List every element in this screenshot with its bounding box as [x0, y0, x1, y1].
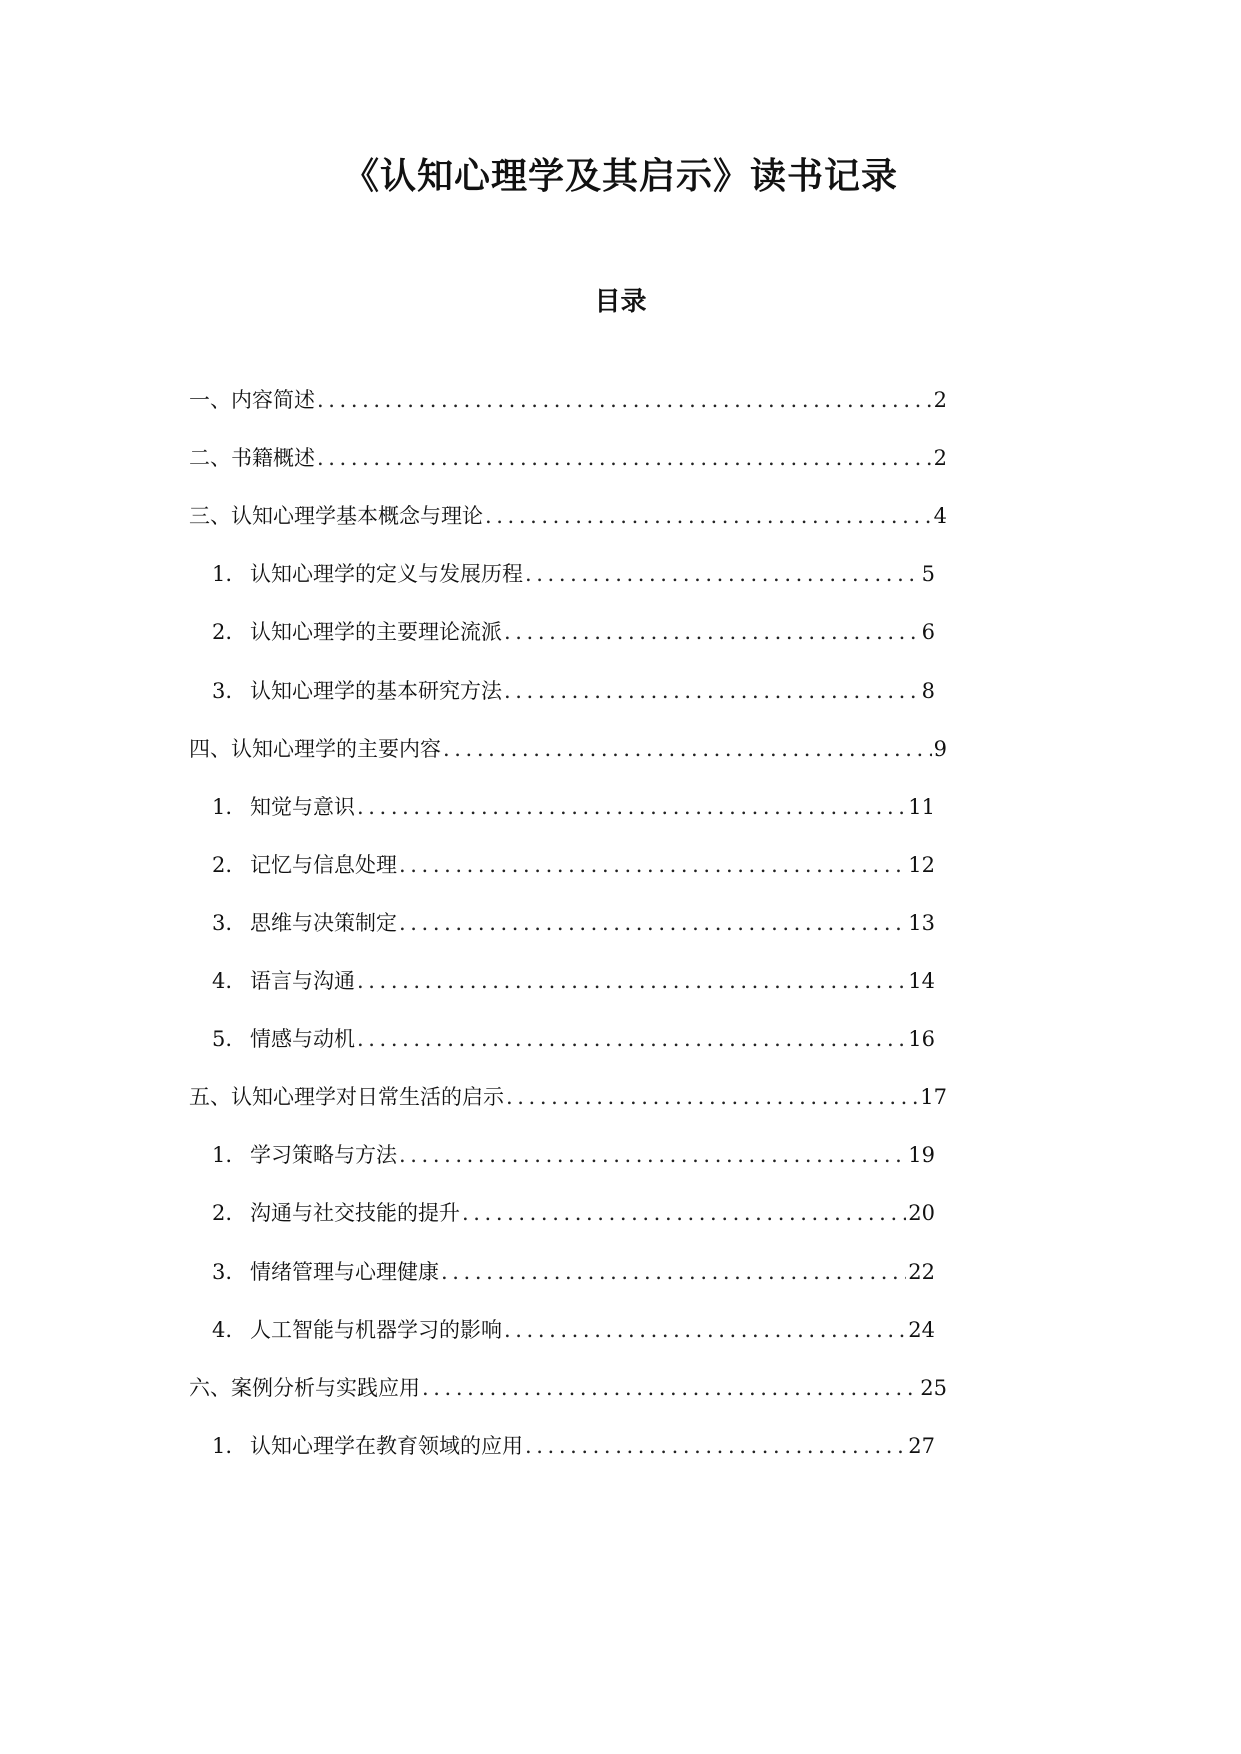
toc-entry-page-number: 25 [920, 1376, 947, 1400]
toc-entry-number: 2. [212, 620, 233, 644]
toc-entry[interactable] [189, 440, 947, 476]
toc-entry[interactable] [189, 1370, 947, 1406]
toc-entry-label: 沟通与社交技能的提升 [250, 1201, 460, 1225]
toc-entry-page-number: 11 [908, 795, 935, 819]
toc-dot-leader [399, 905, 906, 941]
toc-dot-leader [443, 731, 932, 767]
toc-dot-leader [441, 1254, 906, 1290]
toc-entry-page-number: 22 [908, 1260, 935, 1284]
toc-entry-label: 情绪管理与心理健康 [250, 1260, 439, 1284]
toc-entry-label: 学习策略与方法 [250, 1143, 397, 1167]
toc-dot-leader [504, 1312, 906, 1348]
toc-dot-leader [399, 1137, 906, 1173]
toc-entry-page-number: 16 [908, 1027, 935, 1051]
toc-entry-number: 2. [212, 1201, 233, 1225]
toc-dot-leader [317, 440, 932, 476]
toc-entry-page-number: 14 [908, 969, 935, 993]
toc-entry-page-number: 8 [921, 679, 935, 703]
toc-entry-label: 知觉与意识 [250, 795, 355, 819]
toc-entry-label: 四、认知心理学的主要内容 [189, 737, 441, 761]
toc-entry[interactable] [212, 1137, 935, 1173]
toc-entry-label: 记忆与信息处理 [250, 853, 397, 877]
toc-entry-label: 语言与沟通 [250, 969, 355, 993]
toc-entry-number: 1. [212, 562, 233, 586]
toc-entry[interactable] [212, 1254, 935, 1290]
toc-entry-number: 5. [212, 1027, 233, 1051]
toc-dot-leader [317, 382, 932, 418]
toc-dot-leader [462, 1195, 906, 1231]
toc-entry-label: 认知心理学的定义与发展历程 [250, 562, 523, 586]
toc-entry-number: 2. [212, 853, 233, 877]
toc-dot-leader [504, 614, 920, 650]
toc-entry-page-number: 6 [921, 620, 935, 644]
toc-entry-page-number: 17 [920, 1085, 947, 1109]
toc-entry-label: 三、认知心理学基本概念与理论 [189, 504, 483, 528]
toc-entry-number: 4. [212, 1318, 233, 1342]
toc-entry-page-number: 24 [908, 1318, 935, 1342]
toc-entry-page-number: 20 [908, 1201, 935, 1225]
toc-entry-number: 1. [212, 795, 233, 819]
toc-entry[interactable] [189, 382, 947, 418]
toc-entry-page-number: 13 [908, 911, 935, 935]
toc-entry[interactable] [212, 963, 935, 999]
toc-entry-page-number: 19 [908, 1143, 935, 1167]
document-title: 《认知心理学及其启示》读书记录 [342, 155, 898, 197]
toc-entry-label: 人工智能与机器学习的影响 [250, 1318, 502, 1342]
toc-entry[interactable] [212, 905, 935, 941]
toc-entry-label: 二、书籍概述 [189, 446, 315, 470]
toc-entry[interactable] [212, 614, 935, 650]
toc-entry-label: 五、认知心理学对日常生活的启示 [189, 1085, 504, 1109]
toc-entry[interactable] [189, 498, 947, 534]
toc-entry-label: 认知心理学的基本研究方法 [250, 679, 502, 703]
toc-entry-label: 认知心理学在教育领域的应用 [250, 1434, 523, 1458]
toc-entry-label: 情感与动机 [250, 1027, 355, 1051]
toc-dot-leader [357, 789, 906, 825]
toc-entry-page-number: 12 [908, 853, 935, 877]
toc-dot-leader [525, 1428, 906, 1464]
toc-entry-label: 思维与决策制定 [250, 911, 397, 935]
toc-entry-number: 3. [212, 679, 233, 703]
toc-entry-number: 1. [212, 1143, 233, 1167]
toc-entry-label: 一、内容简述 [189, 388, 315, 412]
toc-entry-number: 3. [212, 1260, 233, 1284]
toc-dot-leader [422, 1370, 918, 1406]
toc-entry-number: 1. [212, 1434, 233, 1458]
toc-dot-leader [399, 847, 906, 883]
toc-entry-label: 认知心理学的主要理论流派 [250, 620, 502, 644]
toc-entry[interactable] [212, 556, 935, 592]
toc-dot-leader [506, 1079, 918, 1115]
toc-dot-leader [525, 556, 920, 592]
toc-entry-page-number: 4 [933, 504, 947, 528]
toc-heading: 目录 [594, 287, 647, 317]
toc-entry-page-number: 2 [933, 388, 947, 412]
toc-entry[interactable] [212, 1021, 935, 1057]
toc-entry-number: 3. [212, 911, 233, 935]
toc-entry[interactable] [212, 789, 935, 825]
toc-entry[interactable] [212, 673, 935, 709]
toc-entry[interactable] [189, 1079, 947, 1115]
toc-dot-leader [504, 673, 920, 709]
toc-entry-page-number: 27 [908, 1434, 935, 1458]
toc-entry-page-number: 9 [933, 737, 947, 761]
toc-entry[interactable] [212, 847, 935, 883]
toc-entry[interactable] [212, 1428, 935, 1464]
toc-entry[interactable] [212, 1312, 935, 1348]
toc-dot-leader [485, 498, 932, 534]
toc-dot-leader [357, 1021, 906, 1057]
toc-entry-page-number: 5 [921, 562, 935, 586]
toc-entry[interactable] [212, 1195, 935, 1231]
toc-entry[interactable] [189, 731, 947, 767]
toc-dot-leader [357, 963, 906, 999]
toc-entry-page-number: 2 [933, 446, 947, 470]
toc-entry-label: 六、案例分析与实践应用 [189, 1376, 420, 1400]
toc-entry-number: 4. [212, 969, 233, 993]
